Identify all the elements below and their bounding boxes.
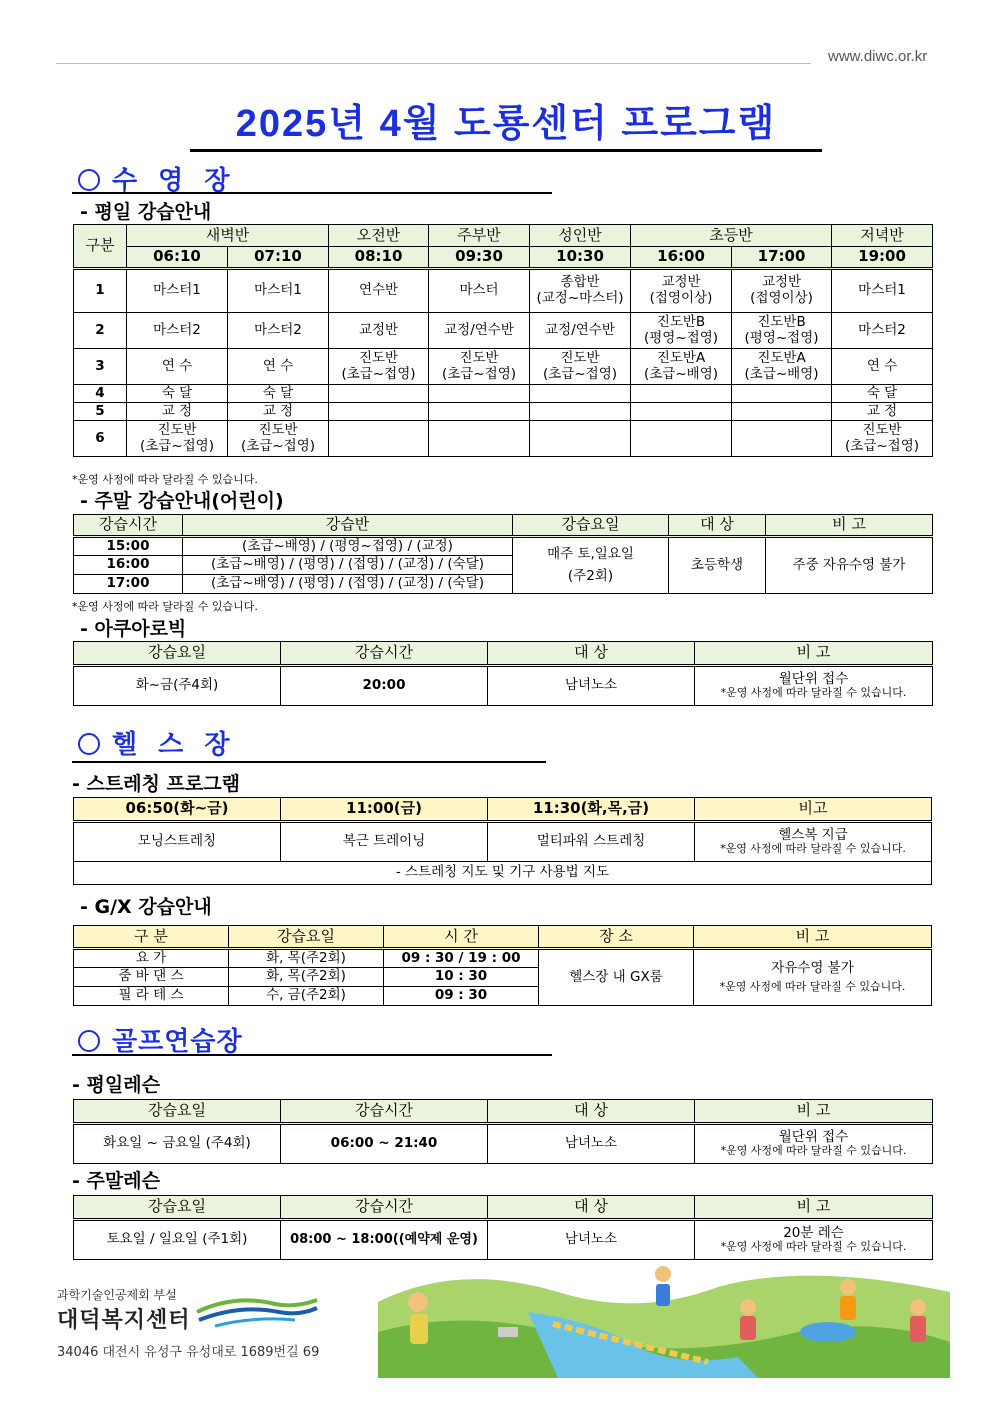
time-cell: 17:00 — [74, 575, 183, 594]
table-row — [74, 313, 933, 349]
header-cell: 강습시간 — [281, 1196, 488, 1220]
table-row — [74, 421, 933, 457]
class-cell: 마스터2 — [228, 313, 329, 349]
org-address: 34046 대전시 유성구 유성대로 1689번길 69 — [57, 1345, 320, 1360]
section-rule — [72, 192, 552, 194]
aqua-table — [73, 641, 933, 706]
class-cell — [329, 403, 429, 421]
header-rule — [56, 63, 811, 64]
header-time: 07:10 — [228, 247, 329, 269]
remark-cell — [695, 1124, 933, 1164]
circle-bullet-icon — [78, 733, 100, 755]
header-time: 19:00 — [832, 247, 933, 269]
header-cell: 강습요일 — [74, 642, 281, 666]
remark-cell — [695, 1220, 933, 1260]
circle-bullet-icon — [78, 1030, 100, 1052]
class-cell: 교 정 — [832, 403, 933, 421]
remark-cell: 주중 자유수영 불가 — [766, 537, 933, 594]
gx-table — [73, 925, 932, 1006]
remark-note: *운영 사정에 따라 달라질 수 있습니다. — [720, 686, 907, 700]
header-cell: 11:30(화,목,금) — [488, 798, 695, 822]
aqua-subtitle: - 아쿠아로빅 — [80, 618, 187, 640]
target-cell: 초등학생 — [669, 537, 766, 594]
days-cell: 매주 토,일요일 (주2회) — [513, 537, 669, 594]
header-group: 오전반 — [329, 225, 429, 247]
page-title: 2025년 4월 도룡센터 프로그램 — [190, 92, 822, 152]
class-cell — [329, 421, 429, 457]
table-row — [74, 349, 933, 385]
header-cell: 장 소 — [539, 926, 694, 949]
program-cell: 모닝스트레칭 — [74, 822, 281, 862]
days-cell: 화, 목(주2회) — [229, 968, 384, 987]
class-cell: 숙 달 — [127, 385, 228, 403]
class-cell: 마스터2 — [832, 313, 933, 349]
class-cell: 마스터 — [429, 269, 530, 313]
golf-section-title: 골프연습장 — [78, 1021, 243, 1058]
class-cell: 연 수 — [228, 349, 329, 385]
time-cell: 09 : 30 / 19 : 00 — [384, 949, 539, 968]
header-cell: 강습요일 — [74, 1196, 281, 1220]
class-cell — [732, 385, 832, 403]
header-time: 16:00 — [631, 247, 732, 269]
table-row — [74, 385, 933, 403]
org-affiliation: 과학기술인공제회 부설 — [57, 1288, 177, 1302]
remark-main: 헬스복 지급 — [778, 826, 848, 843]
class-cell: 진도반A (초급~배영) — [732, 349, 832, 385]
row-number-cell: 5 — [74, 403, 127, 421]
row-number-cell: 6 — [74, 421, 127, 457]
weekday-subtitle: - 평일 강습안내 — [80, 201, 212, 223]
header-group: 저녁반 — [832, 225, 933, 247]
header-cell: 대 상 — [488, 1100, 695, 1124]
class-cell — [530, 403, 631, 421]
golf-weekday-table — [73, 1099, 933, 1164]
class-cell: (초급~배영) / (평영) / (접영) / (교정) / (숙달) — [183, 575, 513, 594]
remark-cell — [695, 666, 933, 706]
class-cell: (초급~배영) / (평영~접영) / (교정) — [183, 537, 513, 556]
header-cell: 구 분 — [74, 926, 229, 949]
target-cell: 남녀노소 — [488, 1124, 695, 1164]
class-cell: 연 수 — [127, 349, 228, 385]
target-cell: 남녀노소 — [488, 666, 695, 706]
remark-cell — [695, 822, 932, 862]
table-row — [74, 269, 933, 313]
class-cell: 진도반 (초급~접영) — [127, 421, 228, 457]
class-cell: 교 정 — [127, 403, 228, 421]
header-cell: 강습요일 — [229, 926, 384, 949]
header-cell: 비 고 — [695, 1100, 933, 1124]
remark-note: *운영 사정에 따라 달라질 수 있습니다. — [719, 979, 906, 993]
class-cell: 교정반 — [329, 313, 429, 349]
time-cell: 09 : 30 — [384, 987, 539, 1006]
remark-main: 자유수영 불가 — [771, 960, 854, 977]
header-cell: 비 고 — [694, 926, 932, 949]
remark-main: 월단위 접수 — [778, 1128, 849, 1145]
remark-note: *운영 사정에 따라 달라질 수 있습니다. — [720, 1240, 907, 1254]
class-cell: 교 정 — [228, 403, 329, 421]
weekday-note: *운영 사정에 따라 달라질 수 있습니다. — [72, 473, 258, 486]
class-cell — [429, 403, 530, 421]
header-cell: 강습시간 — [281, 1100, 488, 1124]
class-cell — [631, 403, 732, 421]
weekend-schedule-table — [73, 514, 933, 594]
header-group: 주부반 — [429, 225, 530, 247]
remark-note: *운영 사정에 따라 달라질 수 있습니다. — [720, 842, 906, 856]
class-cell: 종합반 (교정~마스터) — [530, 269, 631, 313]
class-cell — [429, 385, 530, 403]
class-cell: 마스터1 — [832, 269, 933, 313]
remark-main: 월단위 접수 — [778, 670, 849, 687]
class-cell — [631, 421, 732, 457]
weekend-note: *운영 사정에 따라 달라질 수 있습니다. — [72, 600, 258, 613]
weekday-schedule-table — [73, 224, 933, 457]
header-cell: 비 고 — [695, 1196, 933, 1220]
class-cell — [732, 403, 832, 421]
remark-main: 20분 레슨 — [783, 1224, 844, 1241]
row-number-cell: 3 — [74, 349, 127, 385]
circle-bullet-icon — [78, 169, 100, 191]
class-cell — [530, 385, 631, 403]
header-cell: 06:50(화~금) — [74, 798, 281, 822]
sports-illustration-icon — [378, 1262, 950, 1378]
section-rule — [72, 1054, 552, 1056]
stretch-subtitle: - 스트레칭 프로그램 — [72, 773, 240, 795]
class-cell: 마스터1 — [127, 269, 228, 313]
program-cell: 복근 트레이닝 — [281, 822, 488, 862]
class-cell: 진도반A (초급~배영) — [631, 349, 732, 385]
header-time: 17:00 — [732, 247, 832, 269]
header-cell: 비 고 — [695, 642, 933, 666]
class-cell: 교정/연수반 — [530, 313, 631, 349]
header-cell: 강습요일 — [513, 515, 669, 537]
health-section-title: 헬 스 장 — [78, 724, 235, 761]
header-time: 06:10 — [127, 247, 228, 269]
class-cell: 마스터2 — [127, 313, 228, 349]
place-cell: 헬스장 내 GX룸 — [539, 949, 694, 1006]
class-cell: 진도반 (초급~접영) — [832, 421, 933, 457]
header-cell: 강습시간 — [74, 515, 183, 537]
class-cell: 진도반B (평영~접영) — [631, 313, 732, 349]
table-row — [74, 403, 933, 421]
stretch-table — [73, 797, 932, 885]
row-number-cell: 2 — [74, 313, 127, 349]
class-cell — [429, 421, 530, 457]
header-time: 08:10 — [329, 247, 429, 269]
class-cell: 연수반 — [329, 269, 429, 313]
header-time: 10:30 — [530, 247, 631, 269]
class-cell — [732, 421, 832, 457]
class-cell: 마스터1 — [228, 269, 329, 313]
class-cell: 교정반 (접영이상) — [732, 269, 832, 313]
stretch-footer: - 스트레칭 지도 및 기구 사용법 지도 — [74, 862, 932, 885]
program-cell: 멀티파워 스트레칭 — [488, 822, 695, 862]
days-cell: 화~금(주4회) — [74, 666, 281, 706]
header-group: 성인반 — [530, 225, 631, 247]
row-number-cell: 1 — [74, 269, 127, 313]
golf-weekday-subtitle: - 평일레슨 — [72, 1074, 160, 1096]
days-cell: 화요일 ~ 금요일 (주4회) — [74, 1124, 281, 1164]
time-cell: 06:00 ~ 21:40 — [281, 1124, 488, 1164]
class-cell: (초급~배영) / (평영) / (접영) / (교정) / (숙달) — [183, 556, 513, 575]
site-url[interactable]: www.diwc.or.kr — [828, 48, 928, 65]
class-cell: 진도반 (초급~접영) — [429, 349, 530, 385]
header-cell: 대 상 — [669, 515, 766, 537]
weekend-subtitle: - 주말 강습안내(어린이) — [80, 490, 284, 512]
time-cell: 15:00 — [74, 537, 183, 556]
golf-weekend-table — [73, 1195, 933, 1260]
days-cell: 토요일 / 일요일 (주1회) — [74, 1220, 281, 1260]
gx-subtitle: - G/X 강습안내 — [80, 896, 212, 918]
class-cell: 진도반 (초급~접영) — [228, 421, 329, 457]
header-group: 초등반 — [631, 225, 832, 247]
class-name-cell: 요 가 — [74, 949, 229, 968]
class-cell — [530, 421, 631, 457]
class-cell: 진도반 (초급~접영) — [530, 349, 631, 385]
golf-weekend-subtitle: - 주말레슨 — [72, 1170, 160, 1192]
class-cell: 교정반 (접영이상) — [631, 269, 732, 313]
remark-cell — [694, 949, 932, 1006]
header-group: 새벽반 — [127, 225, 329, 247]
header-cell: 비고 — [695, 798, 932, 822]
class-name-cell: 줌 바 댄 스 — [74, 968, 229, 987]
days-cell: 수, 금(주2회) — [229, 987, 384, 1006]
header-cell: 비 고 — [766, 515, 933, 537]
header-cell: 대 상 — [488, 642, 695, 666]
days-cell: 화, 목(주2회) — [229, 949, 384, 968]
header-cell: 강습반 — [183, 515, 513, 537]
target-cell: 남녀노소 — [488, 1220, 695, 1260]
remark-note: *운영 사정에 따라 달라질 수 있습니다. — [720, 1144, 907, 1158]
class-cell: 진도반 (초급~접영) — [329, 349, 429, 385]
class-cell: 숙 달 — [228, 385, 329, 403]
class-cell — [329, 385, 429, 403]
time-cell: 16:00 — [74, 556, 183, 575]
class-name-cell: 필 라 테 스 — [74, 987, 229, 1006]
row-number-cell: 4 — [74, 385, 127, 403]
class-cell — [631, 385, 732, 403]
class-cell: 교정/연수반 — [429, 313, 530, 349]
header-gubun: 구분 — [74, 225, 127, 269]
class-cell: 숙 달 — [832, 385, 933, 403]
time-cell: 10 : 30 — [384, 968, 539, 987]
header-cell: 11:00(금) — [281, 798, 488, 822]
header-cell: 강습시간 — [281, 642, 488, 666]
header-cell: 시 간 — [384, 926, 539, 949]
class-cell: 연 수 — [832, 349, 933, 385]
section-rule — [72, 761, 546, 763]
pool-section-title: 수 영 장 — [78, 160, 235, 197]
org-name: 대덕복지센터 — [57, 1308, 191, 1333]
header-cell: 강습요일 — [74, 1100, 281, 1124]
class-cell: 진도반B (평영~접영) — [732, 313, 832, 349]
header-cell: 대 상 — [488, 1196, 695, 1220]
time-cell: 20:00 — [281, 666, 488, 706]
center-logo-icon — [195, 1290, 320, 1330]
header-time: 09:30 — [429, 247, 530, 269]
time-cell: 08:00 ~ 18:00((예약제 운영) — [281, 1220, 488, 1260]
